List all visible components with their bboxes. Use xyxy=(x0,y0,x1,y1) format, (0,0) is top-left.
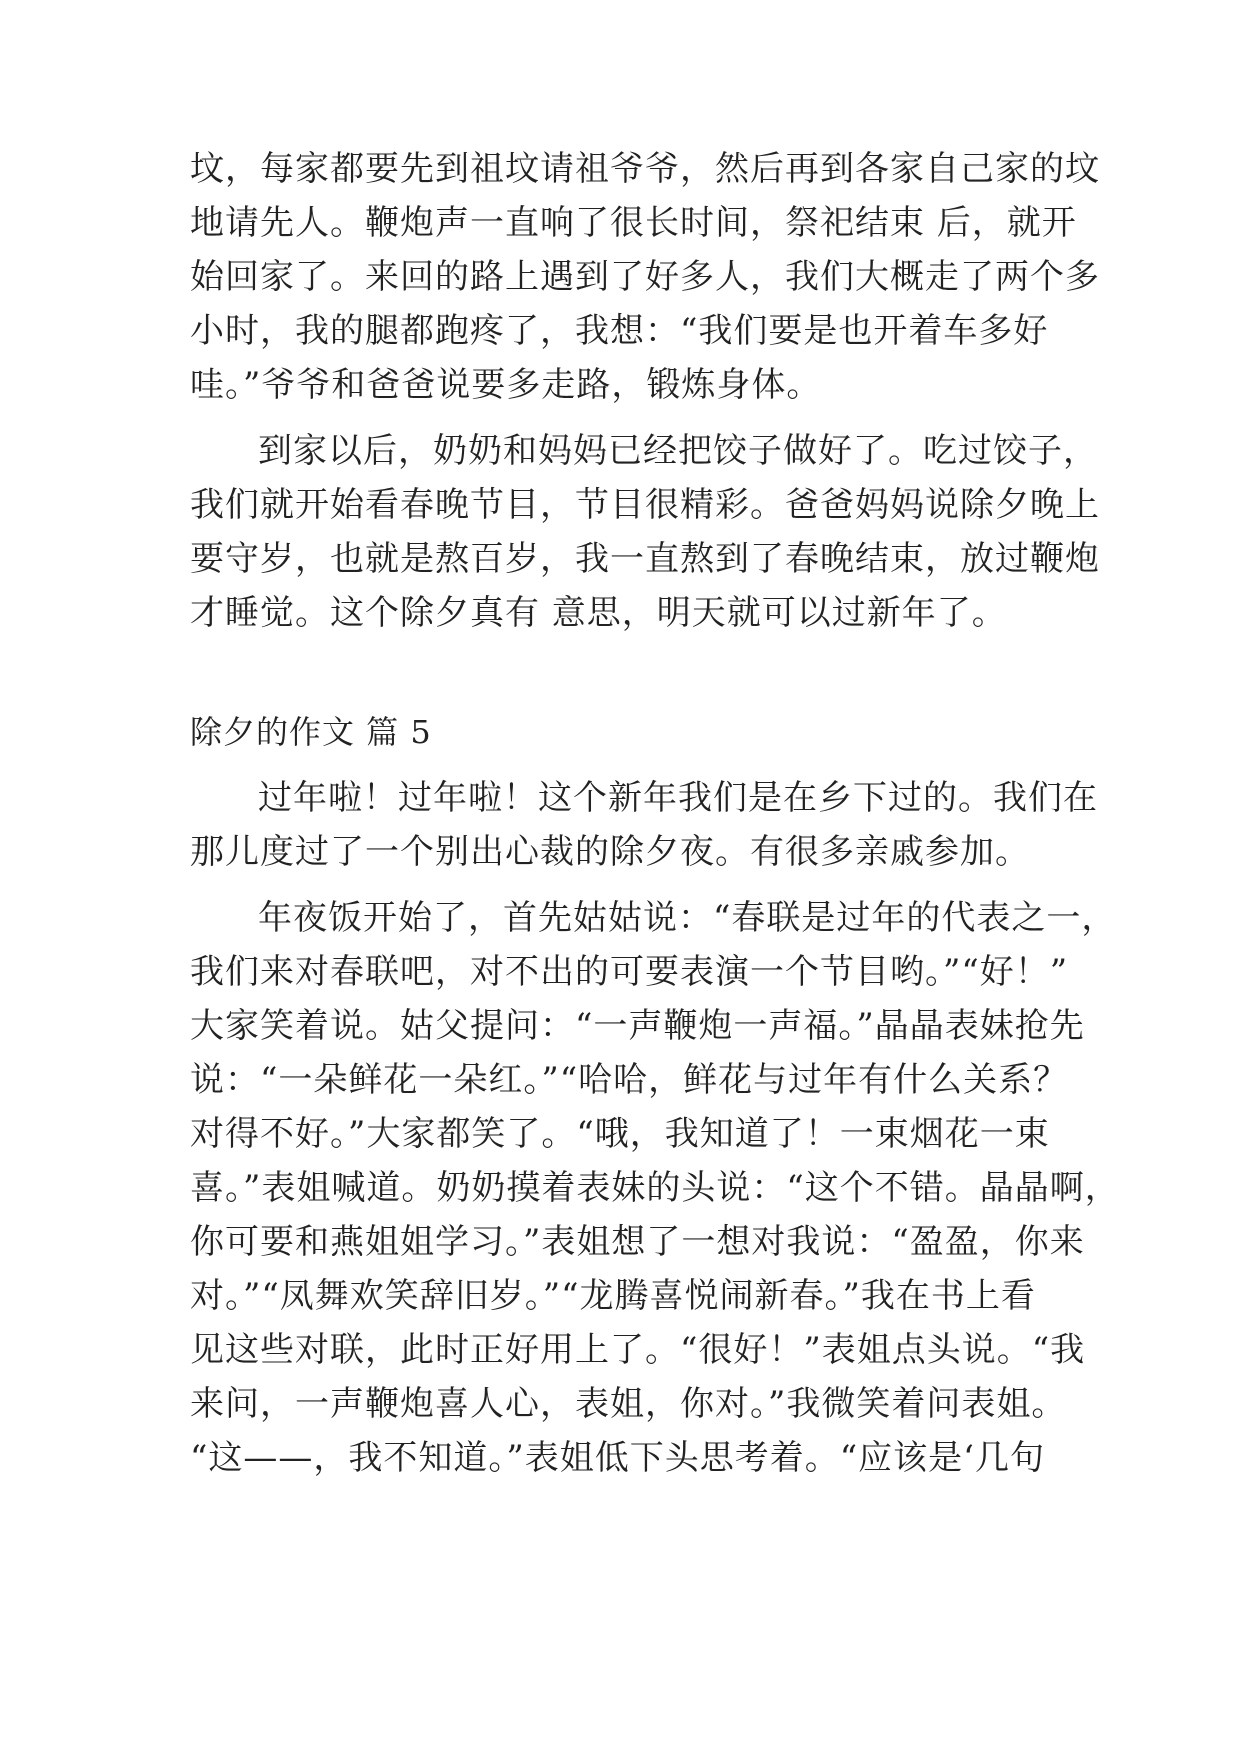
paragraph-first-line: 到家以后，奶奶和妈妈已经把饺子做好了。吃过饺子， xyxy=(258,431,1098,471)
text-line: 见这些对联，此时正好用上了。“很好！”表姐点头说。“我 xyxy=(190,1330,1086,1370)
text-line: 我们就开始看春晚节目，节目很精彩。爸爸妈妈说除夕晚上 xyxy=(190,485,1100,525)
text-line: 大家笑着说。姑父提问：“一声鞭炮一声福。”晶晶表妹抢先 xyxy=(190,1006,1085,1046)
paragraph-first-line: 过年啦！过年啦！这个新年我们是在乡下过的。我们在 xyxy=(258,778,1098,818)
text-line: 小时，我的腿都跑疼了，我想：“我们要是也开着车多好 xyxy=(190,311,1049,351)
text-line: 那儿度过了一个别出心裁的除夕夜。有很多亲戚参加。 xyxy=(190,832,1030,872)
text-line: 始回家了。来回的路上遇到了好多人，我们大概走了两个多 xyxy=(190,257,1100,297)
text-line: 才睡觉。这个除夕真有 意思，明天就可以过新年了。 xyxy=(190,593,1007,633)
text-line: 对得不好。”大家都笑了。“哦，我知道了！一束烟花一束 xyxy=(190,1114,1050,1154)
text-line: 来问，一声鞭炮喜人心，表姐，你对。”我微笑着问表姐。 xyxy=(190,1384,1067,1424)
section-heading: 除夕的作文 篇 5 xyxy=(190,713,432,751)
text-line: 要守岁，也就是熬百岁，我一直熬到了春晚结束，放过鞭炮 xyxy=(190,539,1100,579)
text-line: 你可要和燕姐姐学习。”表姐想了一想对我说：“盈盈，你来 xyxy=(190,1222,1085,1262)
text-line: 说：“一朵鲜花一朵红。”“哈哈，鲜花与过年有什么关系？ xyxy=(190,1060,1069,1100)
text-line: “这——，我不知道。”表姐低下头思考着。“应该是‘几句 xyxy=(190,1438,1045,1478)
text-line: 坟，每家都要先到祖坟请祖爷爷，然后再到各家自己家的坟 xyxy=(190,149,1100,189)
paragraph-first-line: 年夜饭开始了，首先姑姑说：“春联是过年的代表之一， xyxy=(258,898,1117,938)
text-line: 喜。”表姐喊道。奶奶摸着表妹的头说：“这个不错。晶晶啊， xyxy=(190,1168,1120,1208)
text-line: 对。”“凤舞欢笑辞旧岁。”“龙腾喜悦闹新春。”我在书上看 xyxy=(190,1276,1036,1316)
text-line: 地请先人。鞭炮声一直响了很长时间，祭祀结束 后，就开 xyxy=(190,203,1077,243)
text-line: 哇。”爷爷和爸爸说要多走路，锻炼身体。 xyxy=(190,365,822,405)
text-line: 我们来对春联吧，对不出的可要表演一个节目哟。”“好！” xyxy=(190,952,1069,992)
